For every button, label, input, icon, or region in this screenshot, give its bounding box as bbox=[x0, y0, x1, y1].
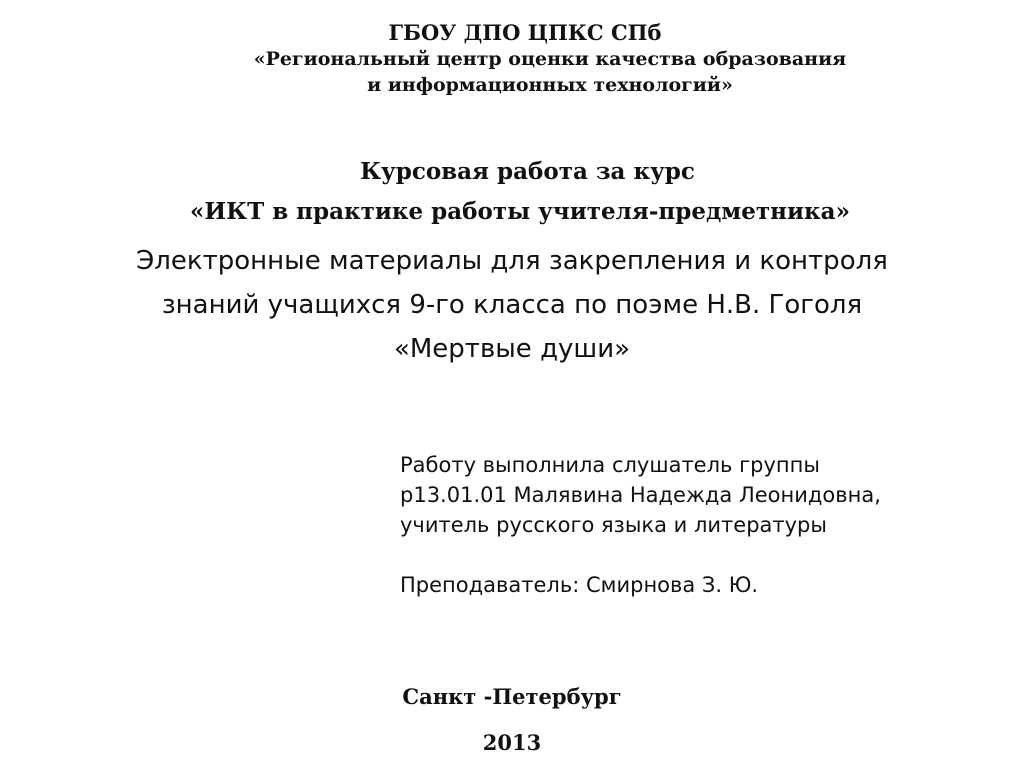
year: 2013 bbox=[482, 730, 542, 755]
author-line2: р13.01.01 Малявина Надежда Леонидовна, bbox=[400, 483, 881, 507]
course-work-heading: Курсовая работа за курс bbox=[360, 158, 695, 185]
author-line3: учитель русского языка и литературы bbox=[400, 513, 827, 537]
author-line1: Работу выполнила слушатель группы bbox=[400, 453, 820, 477]
course-name: «ИКТ в практике работы учителя-предметника» bbox=[190, 198, 850, 225]
organization-name-line2: и информационных технологий» bbox=[367, 74, 733, 96]
organization-name-line1: «Региональный центр оценки качества образования bbox=[253, 48, 847, 70]
topic-line1: Электронные материалы для закрепления и контроля bbox=[136, 246, 888, 276]
organization-abbreviation: ГБОУ ДПО ЦПКС СПб bbox=[388, 20, 662, 45]
city: Санкт -Петербург bbox=[402, 684, 622, 709]
topic-line2: знаний учащихся 9-го класса по поэме Н.В. Гоголя bbox=[161, 290, 863, 320]
teacher-line: Преподаватель: Смирнова З. Ю. bbox=[400, 573, 759, 597]
topic-line3: «Мертвые души» bbox=[393, 334, 631, 364]
